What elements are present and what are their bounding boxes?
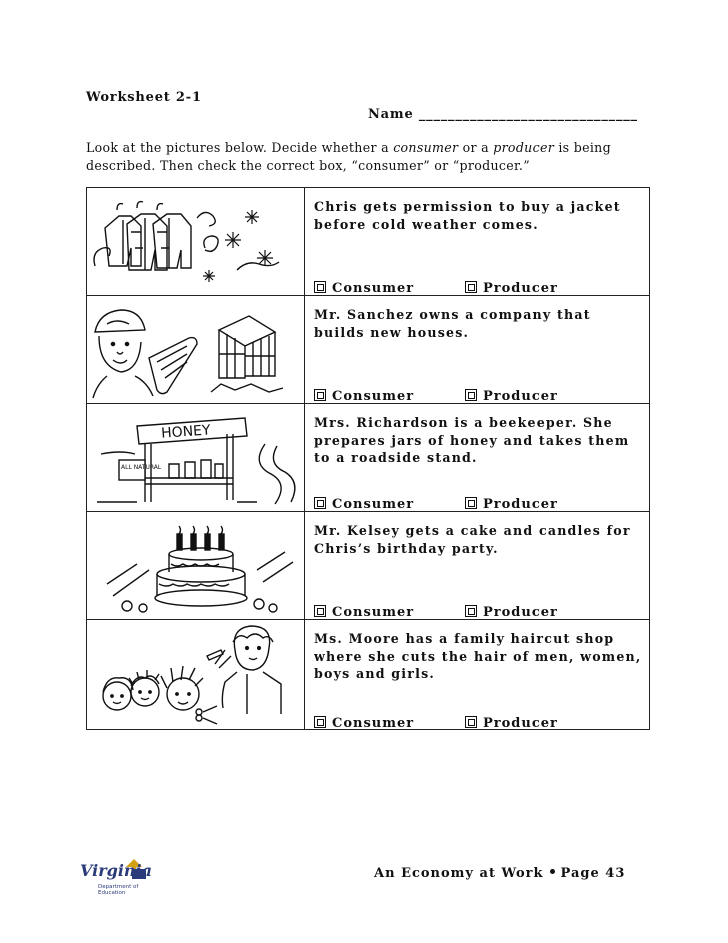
builder-house-icon [87, 296, 305, 403]
producer-label: Producer [483, 389, 558, 404]
name-field-label: Name ______________________________ [368, 107, 638, 122]
haircut-family-icon [87, 620, 305, 730]
question-5-consumer-checkbox[interactable] [314, 716, 414, 731]
checkbox-icon[interactable] [314, 281, 326, 293]
question-1-consumer-checkbox[interactable] [314, 281, 414, 296]
producer-label: Producer [483, 605, 558, 620]
all-natural-label: ALL NATURAL [121, 464, 162, 471]
question-3-text: Mrs. Richardson is a beekeeper. She prepares jars of honey and takes them to a roadside stand. [314, 415, 630, 465]
page-number: Page 43 [560, 866, 626, 881]
question-row-5 [87, 620, 649, 730]
checkbox-icon[interactable] [465, 497, 477, 509]
question-5-text: Ms. Moore has a family haircut shop where she cuts the hair of men, women, boys and girls. [314, 631, 642, 681]
instructions-producer-word: producer [493, 140, 555, 155]
consumer-label: Consumer [332, 716, 415, 731]
bullet-icon [550, 869, 555, 874]
checkbox-icon[interactable] [314, 389, 326, 401]
honey-sign-text: HONEY [160, 422, 212, 442]
question-3-producer-checkbox[interactable] [465, 497, 558, 512]
question-1-text: Chris gets permission to buy a jacket before cold weather comes. [314, 199, 621, 232]
question-2-text: Mr. Sanchez owns a company that builds new houses. [314, 307, 591, 340]
question-row-2 [87, 296, 649, 404]
honey-stand-icon [87, 404, 305, 511]
question-2-producer-checkbox[interactable] [465, 389, 558, 404]
instructions [86, 139, 646, 175]
question-row-1 [87, 188, 649, 296]
consumer-label: Consumer [332, 605, 415, 620]
question-2-consumer-checkbox[interactable] [314, 389, 414, 404]
question-row-3 [87, 404, 649, 512]
jackets-snowflakes-icon [87, 188, 305, 295]
instructions-text-3: is being described. Then check the correct box, “consumer” or “producer.” [86, 140, 611, 173]
producer-label: Producer [483, 281, 558, 296]
producer-label: Producer [483, 716, 558, 731]
checkbox-icon[interactable] [465, 716, 477, 728]
page-footer [374, 866, 625, 881]
question-4-text: Mr. Kelsey gets a cake and candles for Chris’s birthday party. [314, 523, 631, 556]
question-1-producer-checkbox[interactable] [465, 281, 558, 296]
birthday-cake-icon [87, 512, 305, 619]
instructions-consumer-word: consumer [393, 140, 459, 155]
question-4-producer-checkbox[interactable] [465, 605, 558, 620]
checkbox-icon[interactable] [465, 605, 477, 617]
question-4-consumer-checkbox[interactable] [314, 605, 414, 620]
consumer-label: Consumer [332, 281, 415, 296]
checkbox-icon[interactable] [314, 497, 326, 509]
virginia-doe-logo [80, 855, 160, 900]
consumer-label: Consumer [332, 389, 415, 404]
producer-label: Producer [483, 497, 558, 512]
logo-subtext: Department of Education [98, 884, 139, 896]
checkbox-icon[interactable] [465, 281, 477, 293]
worksheet-title: Worksheet 2-1 [86, 90, 202, 105]
question-5-producer-checkbox[interactable] [465, 716, 558, 731]
instructions-text-1: Look at the pictures below. Decide whether a [86, 140, 394, 155]
question-row-4 [87, 512, 649, 620]
instructions-text-2: or a [458, 140, 494, 155]
question-3-consumer-checkbox[interactable] [314, 497, 414, 512]
footer-title: An Economy at Work [374, 866, 544, 881]
checkbox-icon[interactable] [314, 716, 326, 728]
consumer-label: Consumer [332, 497, 415, 512]
checkbox-icon[interactable] [465, 389, 477, 401]
checkbox-icon[interactable] [314, 605, 326, 617]
logo-text: Virginia [80, 861, 152, 880]
question-table [86, 187, 650, 730]
